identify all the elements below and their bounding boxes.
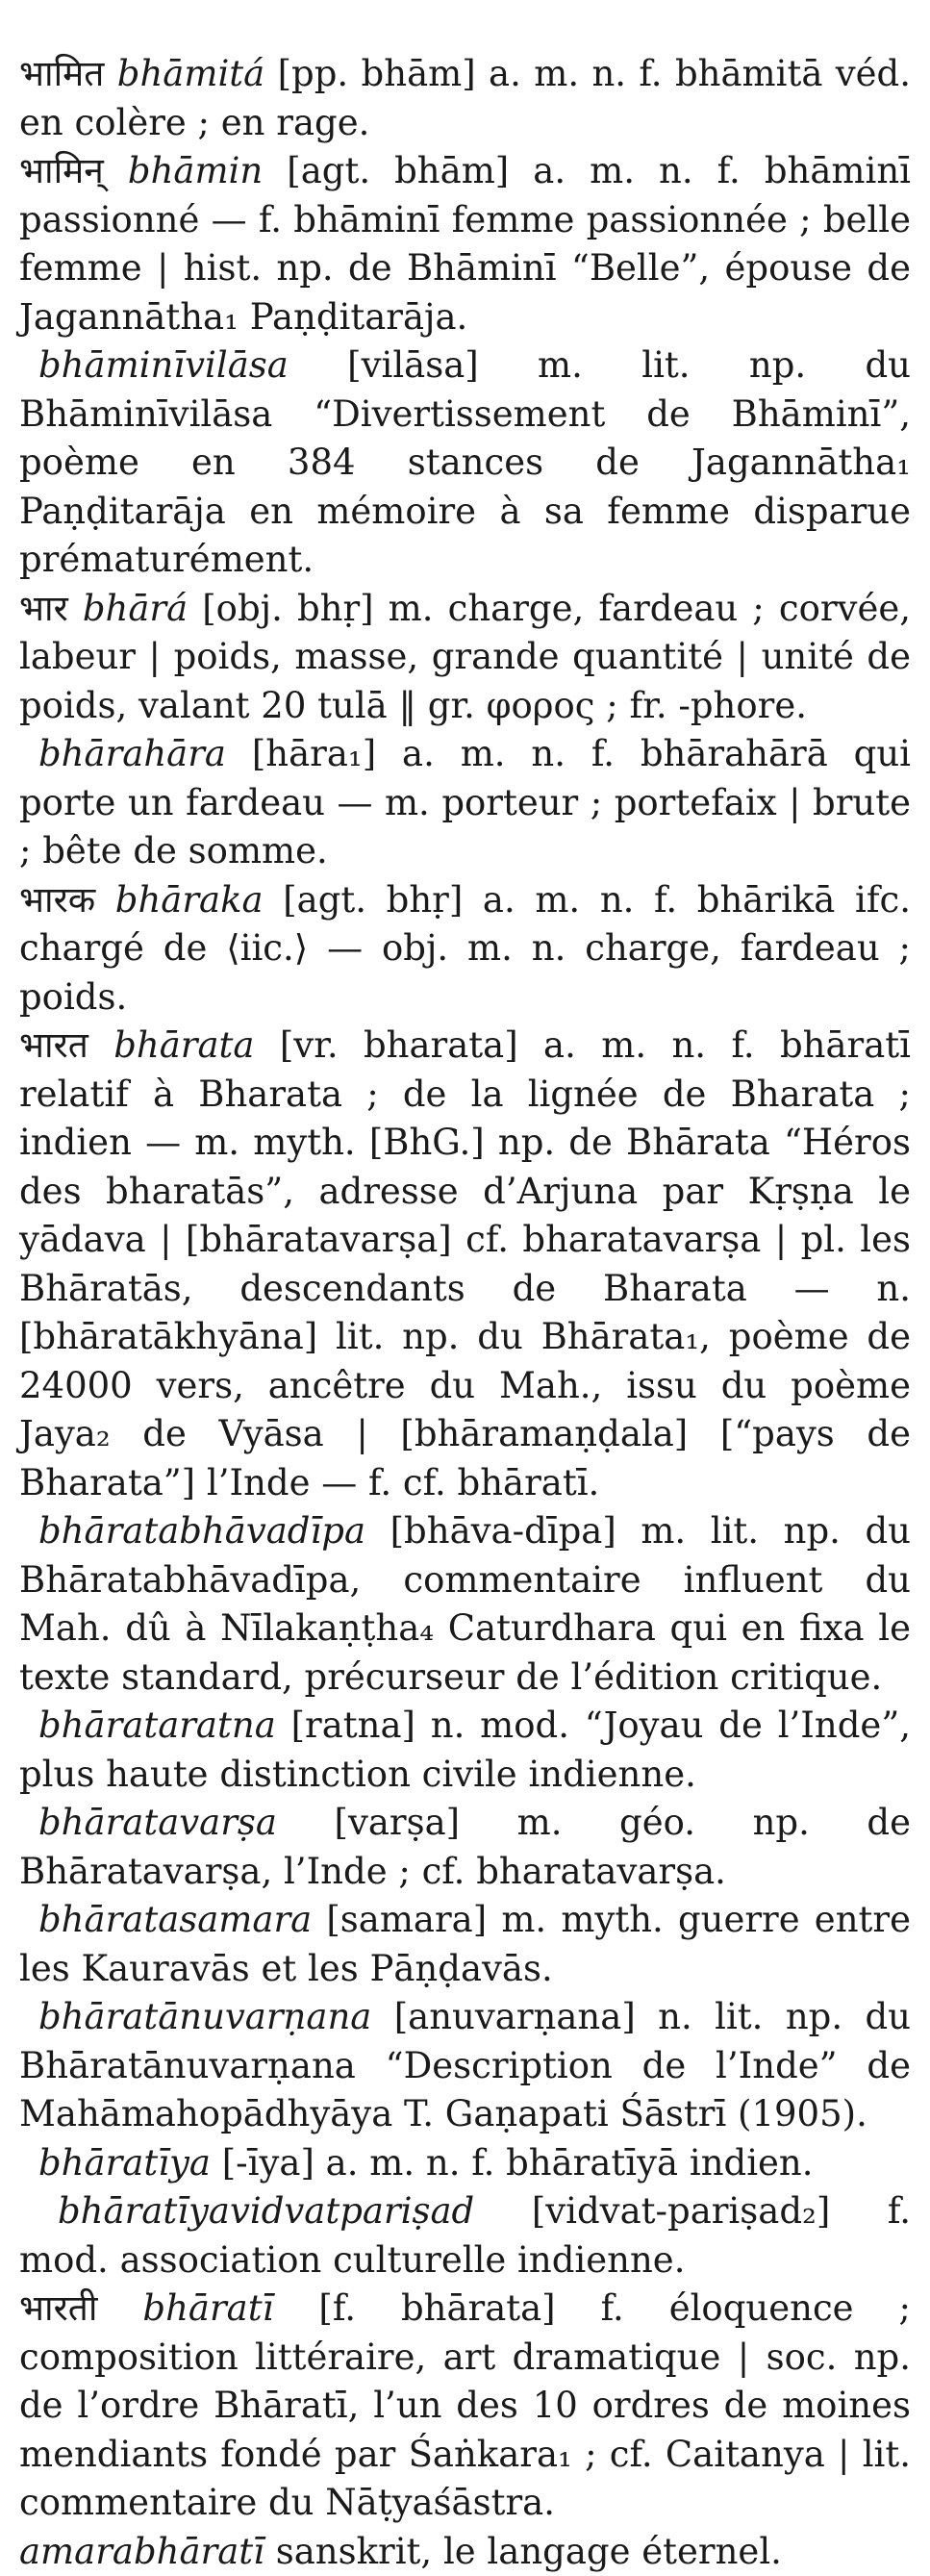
definition: [varṣa] m. géo. np. de Bhāratavarṣa, l’Inde ; cf. bharatavarṣa. [19,1802,911,1892]
devanagari-headword: भारक [19,879,95,921]
lemma: bhāratīya [38,2142,211,2184]
entry-bhamita [19,50,911,147]
lemma: bhāmitá [117,53,264,94]
lemma: amarabhāratī [19,2531,264,2572]
entry-bharatanuvarnana [19,1993,911,2139]
devanagari-headword: भामिन् [19,150,104,191]
entry-bhara [19,585,911,731]
entry-amarabharati [19,2528,911,2576]
definition: [anuvarṇana] n. lit. np. du Bhāratānuvarṇana “Description de l’Inde” de Mahāmahopādhyāya T. Gaṇapati Śāstrī (1905). [19,1996,911,2134]
definition: [agt. bhṛ] a. m. n. f. bhārikā ifc. chargé de ⟨iic.⟩ — obj. m. n. charge, fardeau ; poids. [19,879,911,1018]
definition: [vidvat-pariṣad₂] f. mod. association culturelle indienne. [19,2190,911,2281]
devanagari-headword: भार [19,588,68,629]
entry-bhaminivilasa [19,341,911,585]
entry-bharataratna [19,1702,911,1799]
lemma: bhāratīyavidvatpariṣad [58,2190,474,2232]
definition: [f. bhārata] f. éloquence ; composition littéraire, art dramatique | soc. np. de l’ordre Bhāratī, l’un des 10 ordres de moines mendiants fondé par Śaṅkara₁ ; cf. Caitanya | lit. commentaire du Nāṭyaśāstra. [19,2287,911,2523]
lemma: bhārata [113,1024,254,1066]
lemma: bhāraka [115,879,264,921]
lemma: bhāminīvilāsa [38,344,289,386]
devanagari-headword: भामित [19,53,104,94]
lemma: bhāratānuvarṇana [38,1996,371,2037]
definition: [samara] m. myth. guerre entre les Kauravās et les Pāṇḍavās. [19,1899,911,1989]
definition: [obj. bhṛ] m. charge, fardeau ; corvée, labeur | poids, masse, grande quantité | unité de poids, valant 20 tulā ‖ gr. φορος ; fr. -phore. [19,588,911,726]
devanagari-headword: भारती [19,2287,97,2329]
definition: sanskrit, le langage éternel. [264,2531,782,2572]
entry-bharahara [19,730,911,876]
lemma: bhārahāra [38,733,226,774]
entry-bharatiyavidvatparisad [19,2187,911,2285]
lemma: bhāratī [142,2287,273,2329]
definition: [pp. bhām] a. m. n. f. bhāmitā véd. en colère ; en rage. [19,53,911,143]
entry-bharatabhavadipa [19,1507,911,1702]
entry-bhamin [19,147,911,341]
lemma: bhāmin [128,150,263,191]
entry-bharati [19,2285,911,2528]
definition: [vilāsa] m. lit. np. du Bhāminīvilāsa “Divertissement de Bhāminī”, poème en 384 stances de Jagannātha₁ Paṇḍitarāja en mémoire à sa femme disparue prématurément. [19,344,911,580]
definition: [ratna] n. mod. “Joyau de l’Inde”, plus haute distinction civile indienne. [19,1705,911,1795]
lemma: bhārá [83,588,188,629]
devanagari-headword: भारत [19,1024,88,1066]
definition: [-īya] a. m. n. f. bhāratīyā indien. [211,2142,814,2184]
definition: [agt. bhām] a. m. n. f. bhāminī passionné — f. bhāminī femme passionnée ; belle femme | hist. np. de Bhāminī “Belle”, épouse de Jagannātha₁ Paṇḍitarāja. [19,150,911,338]
lemma: bhāratavarṣa [38,1802,277,1843]
entry-bharatavarsa [19,1799,911,1896]
lemma: bhāratasamara [38,1899,312,1940]
definition: [hāra₁] a. m. n. f. bhārahārā qui porte un fardeau — m. porteur ; portefaix | brute ; bête de somme. [19,733,911,871]
definition: [vr. bharata] a. m. n. f. bhāratī relatif à Bharata ; de la lignée de Bharata ; indien — m. myth. [BhG.] np. de Bhārata “Héros des bharatās”, adresse d’Arjuna par Kṛṣṇa le yādava | [bhāratavarṣa] cf. bharatavarṣa | pl. les Bhāratās, descendants de Bharata — n. [bhāratākhyāna] lit. np. du Bhārata₁, poème de 24000 vers, ancêtre du Mah., issu du poème Jaya₂ de Vyāsa | [bhāramaṇḍala] [“pays de Bharata”] l’Inde — f. cf. bhāratī. [19,1024,911,1503]
entry-bharata [19,1022,911,1507]
lemma: bhāratabhāvadīpa [38,1510,365,1552]
entry-bharaka [19,876,911,1023]
entry-bharatasamara [19,1896,911,1993]
entry-bharatiya [19,2139,911,2188]
lemma: bhārataratna [38,1705,276,1746]
definition: [bhāva-dīpa] m. lit. np. du Bhāratabhāvadīpa, commentaire influent du Mah. dû à Nīlakaṇṭha₄ Caturdhara qui en fixa le texte standard, précurseur de l’édition critique. [19,1510,911,1698]
